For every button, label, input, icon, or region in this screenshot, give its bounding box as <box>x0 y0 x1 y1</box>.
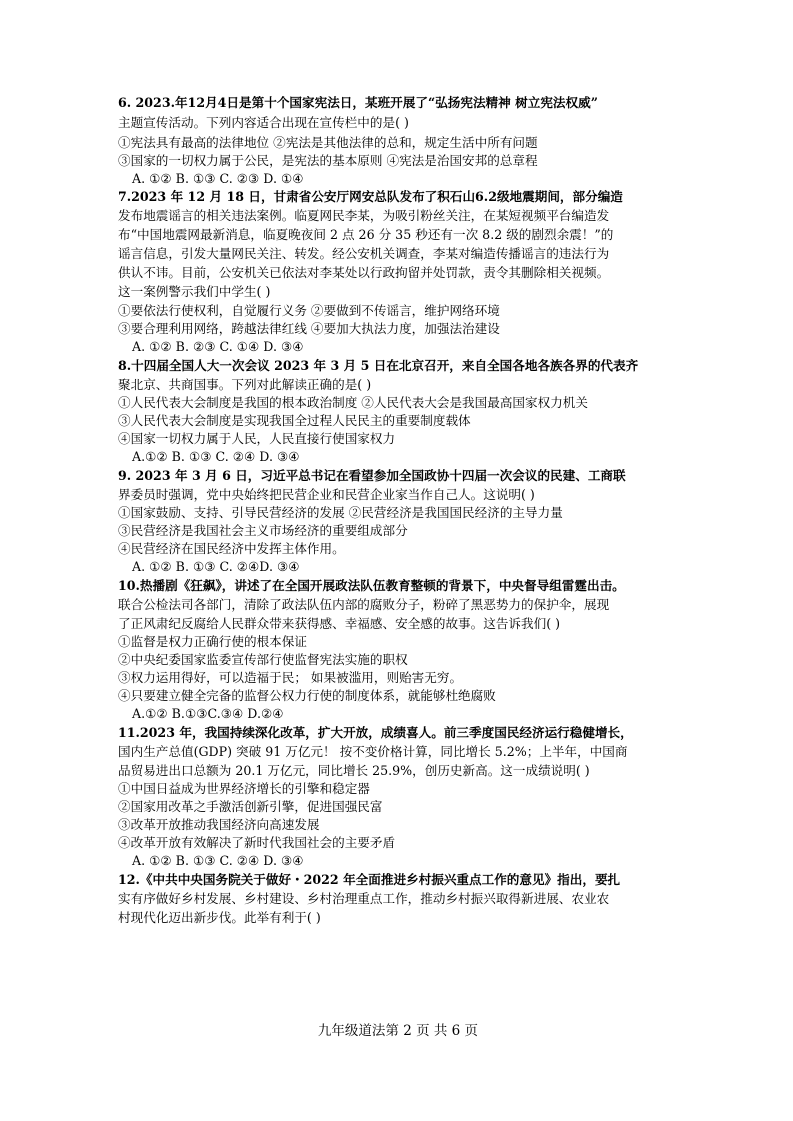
q6-option-line-2: ③国家的一切权力属于公民，是宪法的基本原则 ④宪法是治国安邦的总章程 <box>118 153 538 168</box>
q7-option-line-1: ①要依法行使权利，自觉履行义务 ②要做到不传谣言，维护网络环境 <box>118 303 500 318</box>
q6-stem-line-1: 6. 2023.年12月4日是第十个国家宪法日，某班开展了“弘扬宪法精神 树立宪法权威” <box>118 95 598 110</box>
q10-stem-line-1: 10.热播剧《狂飙》，讲述了在全国开展政法队伍教育整顿的背景下，中央督导组雷霆出击。 <box>118 578 625 593</box>
q11-option-line-2: ②国家用改革之手激活创新引擎，促进国强民富 <box>118 799 383 814</box>
q12-stem-line-3: 村现代化迈出新步伐。此举有利于( ) <box>118 910 321 925</box>
q10-answer-choices: A.①② B.①③C.③④ D.②④ <box>132 706 284 721</box>
q9-option-line-2: ③民营经济是我国社会主义市场经济的重要组成部分 <box>118 523 408 538</box>
q8-stem-line-1: 8.十四届全国人大一次会议 2023 年 3 月 5 日在北京召开，来自全国各地各族各界的代表齐 <box>118 358 639 373</box>
q10-option-line-4: ④只要建立健全完备的监督公权力行使的制度体系，就能够杜绝腐败 <box>118 688 496 703</box>
q8-answer-choices: A.①② B. ①③ C. ②④ D. ③④ <box>132 449 300 464</box>
q11-option-line-1: ①中国日益成为世界经济增长的引擎和稳定器 <box>118 781 370 796</box>
q8-option-line-1: ①人民代表大会制度是我国的根本政治制度 ②人民代表大会是我国最高国家权力机关 <box>118 395 588 410</box>
q6-stem-line-2: 主题宣传活动。下列内容适合出现在宣传栏中的是( ) <box>118 115 409 130</box>
q11-option-line-4: ④改革开放有效解决了新时代我国社会的主要矛盾 <box>118 835 396 850</box>
q6-answer-choices: A. ①② B. ①③ C. ②③ D. ①④ <box>132 171 304 186</box>
q7-stem-line-3: 布“中国地震网最新消息，临夏晚夜间 2 点 26 分 35 秒还有一次 8.2 级的剧烈余震！”的 <box>118 227 614 242</box>
q7-answer-choices: A. ①② B. ②③ C. ①④ D. ③④ <box>132 339 304 354</box>
q9-option-line-3: ④民营经济在国民经济中发挥主体作用。 <box>118 541 345 556</box>
q10-option-line-3: ③权力运用得好，可以造福于民； 如果被滥用，则贻害无穷。 <box>118 670 463 685</box>
q6-option-line-1: ①宪法具有最高的法律地位 ②宪法是其他法律的总和，规定生活中所有问题 <box>118 135 538 150</box>
q7-option-line-2: ③要合理利用网络，跨越法律红线 ④要加大执法力度，加强法治建设 <box>118 321 500 336</box>
q10-stem-line-2: 联合公检法司各部门，清除了政法队伍内部的腐败分子，粉碎了黑恶势力的保护伞，展现 <box>118 597 610 612</box>
q7-stem-line-4: 谣言信息，引发大量网民关注、转发。经公安机关调查，李某对编造传播谣言的违法行为 <box>118 246 610 261</box>
q11-stem-line-3: 品贸易进出口总额为 20.1 万亿元，同比增长 25.9%，创历史新高。这一成绩说明( ) <box>118 763 590 778</box>
q8-option-line-2: ③人民代表大会制度是实现我国全过程人民民主的重要制度载体 <box>118 413 471 428</box>
q9-stem-line-1: 9. 2023 年 3 月 6 日，习近平总书记在看望参加全国政协十四届一次会议的民建、工商联 <box>118 468 626 483</box>
q7-stem-line-1: 7.2023 年 12 月 18 日，甘肃省公安厅网安总队发布了积石山6.2级地震期间，部分编造 <box>118 189 623 204</box>
q12-stem-line-1: 12.《中共中央国务院关于做好・2022 年全面推进乡村振兴重点工作的意见》指出，要扎 <box>118 872 621 887</box>
q7-stem-line-5: 供认不讳。目前，公安机关已依法对李某处以行政拘留并处罚款，责令其删除相关视频。 <box>118 265 610 280</box>
q11-stem-line-2: 国内生产总值(GDP) 突破 91 万亿元！ 按不变价格计算，同比增长 5.2%；上半年，中国商 <box>118 744 628 759</box>
q11-stem-line-1: 11.2023 年，我国持续深化改革，扩大开放，成绩喜人。前三季度国民经济运行稳健增长， <box>118 725 633 740</box>
q11-answer-choices: A. ①② B. ①③ C. ②④ D. ③④ <box>132 853 304 868</box>
q9-option-line-1: ①国家鼓励、支持、引导民营经济的发展 ②民营经济是我国国民经济的主导力量 <box>118 505 563 520</box>
q7-stem-line-6: 这一案例警示我们中学生( ) <box>118 284 271 299</box>
q10-stem-line-3: 了正风肃纪反腐给人民群众带来获得感、幸福感、安全感的故事。这告诉我们( ) <box>118 616 561 631</box>
q11-option-line-3: ③改革开放推动我国经济向高速发展 <box>118 817 320 832</box>
q8-option-line-3: ④国家一切权力属于人民，人民直接行使国家权力 <box>118 431 396 446</box>
q10-option-line-2: ②中央纪委国家监委宣传部行使监督宪法实施的职权 <box>118 652 408 667</box>
q12-stem-line-2: 实有序做好乡村发展、乡村建设、乡村治理重点工作，推动乡村振兴取得新进展、农业农 <box>118 891 610 906</box>
q8-stem-line-2: 聚北京、共商国事。下列对此解读正确的是( ) <box>118 377 372 392</box>
q9-stem-line-2: 界委员时强调，党中央始终把民营企业和民营企业家当作自己人。这说明( ) <box>118 487 535 502</box>
page-footer: 九年级道法第 2 页 共 6 页 <box>317 1023 479 1039</box>
q9-answer-choices: A. ①② B. ①③ C. ②④D. ③④ <box>132 559 300 574</box>
q10-option-line-1: ①监督是权力正确行使的根本保证 <box>118 634 307 649</box>
q7-stem-line-2: 发布地震谣言的相关违法案例。临夏网民李某，为吸引粉丝关注，在某短视频平台编造发 <box>118 208 610 223</box>
